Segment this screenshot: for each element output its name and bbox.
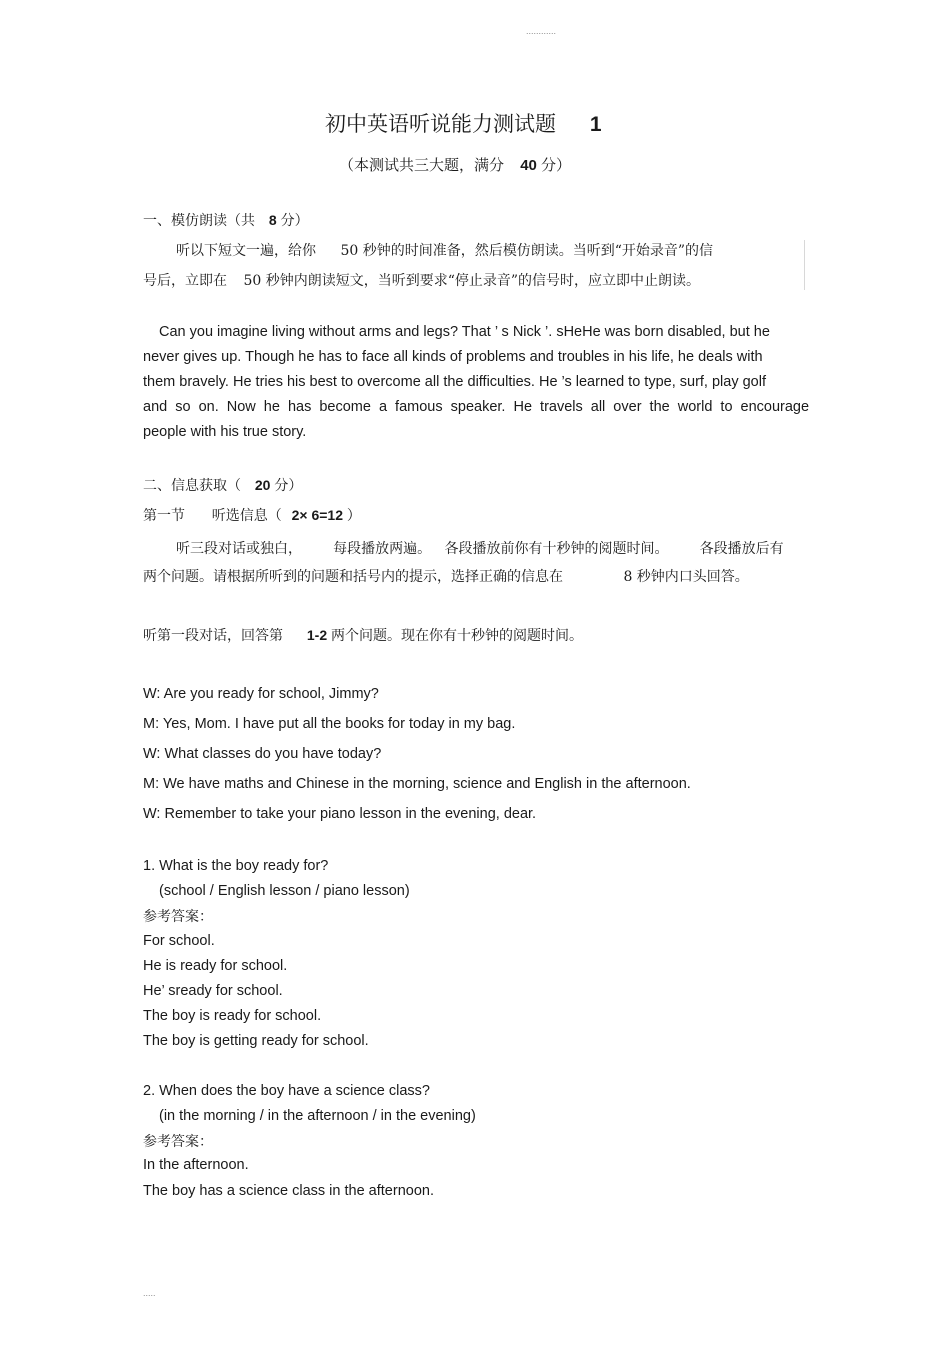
passage-line-1: Can you imagine living without arms and legs? That ’ s Nick ’. sHeHe was born disabled, but he <box>159 324 770 340</box>
answer-item: The boy is getting ready for school. <box>143 1033 369 1049</box>
answer-item: He’ sready for school. <box>143 983 283 999</box>
part-1-heading-post: ） <box>346 508 361 524</box>
passage-line-5: people with his true story. <box>143 424 307 440</box>
section-1-instruction-line-2 <box>143 270 700 290</box>
passage-line-4: and so on. Now he has become a famous speaker. He travels all over the world to encourage <box>143 399 810 415</box>
instruction-1b: 50 秒钟的时间准备，然后模仿朗读。当听到“开始录音”的信 <box>340 243 714 259</box>
listen-instruction <box>143 625 583 645</box>
margin-rule <box>804 240 805 290</box>
section-1-heading-post: 分） <box>280 213 309 229</box>
section-2-heading-pre: 二、信息获取（ <box>143 478 241 494</box>
question-2-hint: (in the morning / in the afternoon / in the evening) <box>159 1108 476 1124</box>
section-2-heading-num: 20 <box>254 477 271 493</box>
instruction-1a: 听以下短文一遍，给你 <box>176 243 316 259</box>
instruction-2b: 50 秒钟内朗读短文，当听到要求“停止录音”的信号时，应立即中止朗读。 <box>243 273 701 289</box>
footer-mark: ..... <box>143 1288 156 1298</box>
answer-item: For school. <box>143 933 215 949</box>
subtitle-number: 40 <box>520 157 537 174</box>
listen-instruction-pre: 听第一段对话，回答第 <box>143 628 283 644</box>
section-2-heading <box>143 475 302 495</box>
question-2: 2. When does the boy have a science class? <box>143 1083 430 1099</box>
question-1-answer-label: 参考答案： <box>143 909 213 925</box>
section-1-heading-pre: 一、模仿朗读（共 <box>143 213 255 229</box>
answer-item: In the afternoon. <box>143 1157 249 1173</box>
subtitle <box>339 154 571 175</box>
part-1-instruction-line-2 <box>143 566 749 586</box>
section-1-heading <box>143 210 309 230</box>
answer-item: The boy has a science class in the afternoon. <box>143 1183 434 1199</box>
part-1-heading-num: 2× 6=12 <box>291 507 343 523</box>
listen-instruction-num: 1-2 <box>306 627 328 643</box>
passage-line-2: never gives up. Though he has to face all kinds of problems and troubles in his life, he deals with <box>143 349 763 365</box>
part-1-instruction-2a: 两个问题。请根据所听到的问题和括号内的提示，选择正确的信息在 <box>143 569 563 585</box>
section-1-heading-num: 8 <box>268 212 277 228</box>
dialogue-line: M: Yes, Mom. I have put all the books for today in my bag. <box>143 716 516 732</box>
part-1-instruction-line-1: 听三段对话或独白， 每段播放两遍。 各段播放前你有十秒钟的阅题时间。 各段播放后有 <box>176 541 784 557</box>
dialogue-line: W: What classes do you have today? <box>143 746 382 762</box>
part-1-instruction-2b: 8 秒钟内口头回答。 <box>623 569 749 585</box>
title-text: 初中英语听说能力测试题 <box>325 112 556 136</box>
answer-item: The boy is ready for school. <box>143 1008 322 1024</box>
question-2-answer-label: 参考答案： <box>143 1134 213 1150</box>
section-1-instruction-line-1 <box>176 240 713 260</box>
question-1-hint: (school / English lesson / piano lesson) <box>159 883 410 899</box>
title-number: 1 <box>589 113 602 136</box>
part-1-heading-pre: 第一节 听选信息（ <box>143 508 282 524</box>
section-2-heading-post: 分） <box>274 478 303 494</box>
instruction-2a: 号后，立即在 <box>143 273 227 289</box>
listen-instruction-post: 两个问题。现在你有十秒钟的阅题时间。 <box>331 628 584 644</box>
answer-item: He is ready for school. <box>143 958 288 974</box>
subtitle-post: 分） <box>541 156 572 174</box>
subtitle-pre: （本测试共三大题，满分 <box>339 156 505 174</box>
part-1-heading <box>143 505 361 525</box>
page-title <box>325 108 602 138</box>
dialogue-line: W: Remember to take your piano lesson in the evening, dear. <box>143 806 537 822</box>
question-1: 1. What is the boy ready for? <box>143 858 329 874</box>
dialogue-line: W: Are you ready for school, Jimmy? <box>143 686 379 702</box>
header-mark: ............ <box>526 26 557 36</box>
dialogue-line: M: We have maths and Chinese in the morning, science and English in the afternoon. <box>143 776 691 792</box>
passage-line-3: them bravely. He tries his best to overcome all the difficulties. He ’s learned to type, surf, play golf <box>143 374 766 390</box>
